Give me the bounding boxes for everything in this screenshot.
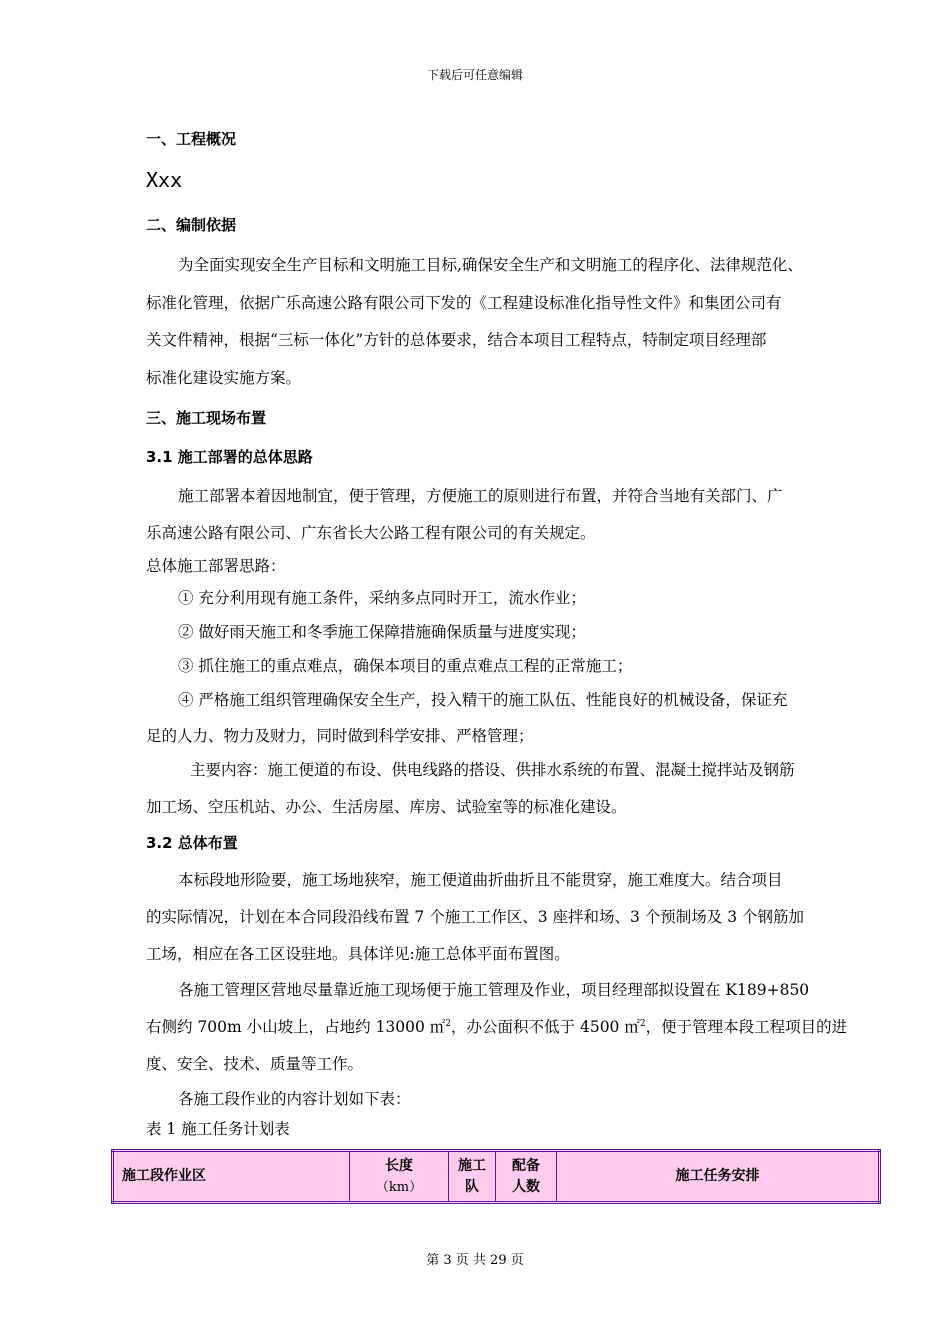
list-item: ④ 严格施工组织管理确保安全生产，投入精干的施工队伍、性能良好的机械设备，保证充	[178, 691, 788, 709]
header-cell-team: 施工 队	[449, 1151, 496, 1203]
list-item: ② 做好雨天施工和冬季施工保障措施确保质量与进度实现；	[178, 623, 586, 641]
section-2-line-4: 标准化建设实施方案。	[146, 369, 302, 387]
section-3-1-line-1: 施工部署本着因地制宜，便于管理，方便施工的原则进行布置，并符合当地有关部门、广	[178, 487, 783, 505]
section-1-body: Xxx	[146, 168, 183, 192]
header-cell-section: 施工段作业区	[113, 1151, 350, 1203]
section-1-title: 一、工程概况	[146, 130, 237, 148]
header-cell-tasks: 施工任务安排	[557, 1151, 880, 1203]
section-3-2-line-6: 度、安全、技术、质量等工作。	[146, 1055, 364, 1073]
task-plan-table	[111, 1149, 881, 1204]
section-3-1-line-2: 乐高速公路有限公司、广东省长大公路工程有限公司的有关规定。	[146, 524, 596, 542]
table-header-row	[113, 1151, 880, 1203]
section-3-1-main-line-2: 加工场、空压机站、办公、生活房屋、库房、试验室等的标准化建设。	[146, 798, 627, 816]
section-3-1-line-3: 总体施工部署思路：	[146, 557, 286, 575]
section-3-2-line-4: 各施工管理区营地尽量靠近施工现场便于施工管理及作业，项目经理部拟设置在 K189+850	[178, 981, 810, 999]
section-3-2-title: 3.2 总体布置	[146, 834, 238, 852]
header-cell-length: 长度 （km）	[350, 1151, 449, 1203]
section-3-1-main-line-1: 主要内容：施工便道的布设、供电线路的搭设、供排水系统的布置、混凝土搅拌站及钢筋	[190, 761, 795, 779]
page-header: 下载后可任意编辑	[426, 68, 523, 82]
section-2-line-2: 标准化管理，依据广乐高速公路有限公司下发的《工程建设标准化指导性文件》和集团公司有	[146, 294, 782, 312]
section-3-2-line-7: 各施工段作业的内容计划如下表：	[178, 1090, 411, 1108]
list-item-continued: 足的人力、物力及财力，同时做到科学安排、严格管理；	[146, 727, 534, 745]
header-cell-staff: 配备 人数	[496, 1151, 557, 1203]
section-2-title: 二、编制依据	[146, 216, 237, 234]
section-3-title: 三、施工现场布置	[146, 409, 267, 427]
section-2-line-1: 为全面实现安全生产目标和文明施工目标,确保安全生产和文明施工的程序化、法律规范化、	[178, 256, 803, 274]
list-item: ① 充分利用现有施工条件，采纳多点同时开工，流水作业；	[178, 589, 586, 607]
page-number: 第 3 页 共 29 页	[426, 1253, 524, 1268]
section-3-2-line-3: 工场，相应在各工区设驻地。具体详见:施工总体平面布置图。	[146, 945, 570, 963]
section-3-1-title: 3.1 施工部署的总体思路	[146, 448, 313, 466]
table-caption: 表 1 施工任务计划表	[146, 1120, 290, 1138]
section-3-2-line-5: 右侧约 700m 小山坡上，占地约 13000 ㎡$^2$，办公面积不低于 4500 ㎡$^2$，便于管理本段工程项目的进	[146, 1018, 848, 1036]
section-3-2-line-1: 本标段地形险要，施工场地狭窄，施工便道曲折曲折且不能贯穿，施工难度大。结合项目	[178, 871, 783, 889]
section-2-line-3: 关文件精神，根据“三标一体化”方针的总体要求，结合本项目工程特点，特制定项目经理部	[146, 331, 767, 349]
section-3-2-line-2: 的实际情况，计划在本合同段沿线布置 7 个施工工作区、3 座拌和场、3 个预制场及 3 个钢筋加	[146, 908, 805, 926]
list-item: ③ 抓住施工的重点难点，确保本项目的重点难点工程的正常施工；	[178, 657, 633, 675]
